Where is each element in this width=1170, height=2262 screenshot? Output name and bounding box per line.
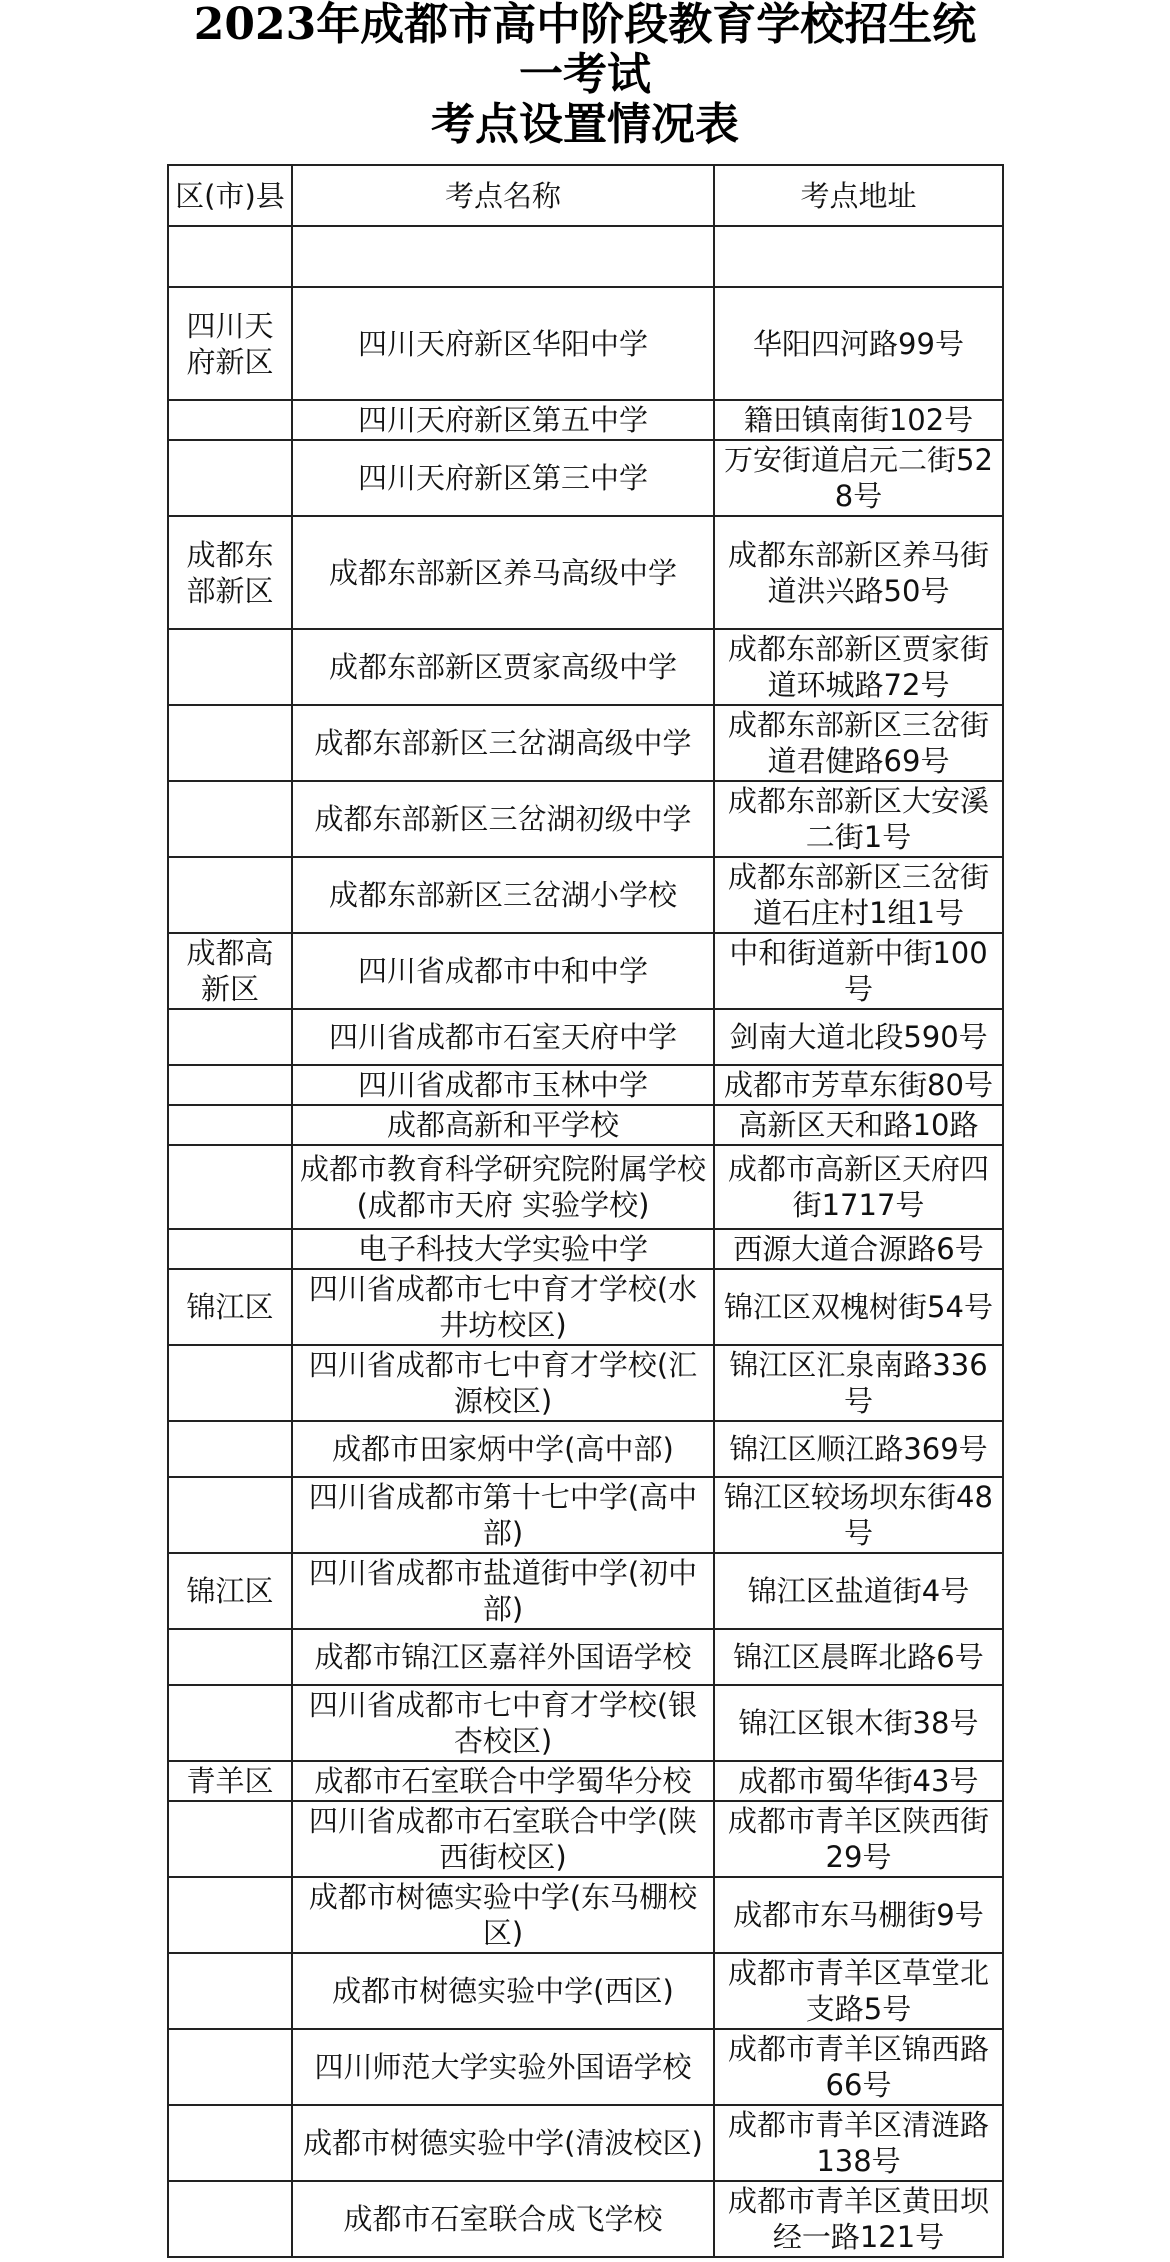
- table-row: [168, 933, 1003, 1009]
- cell-site-address: 成都东部新区大安溪二街1号: [714, 781, 1003, 857]
- cell-site-name: 四川省成都市七中育才学校(汇源校区): [292, 1345, 714, 1421]
- cell-district: 锦江区: [168, 1553, 292, 1629]
- cell-site-name: 成都市石室联合中学蜀华分校: [292, 1761, 714, 1801]
- cell-site-address: 锦江区汇泉南路336号: [714, 1345, 1003, 1421]
- cell-site-address: [714, 226, 1003, 287]
- cell-site-name: 成都市锦江区嘉祥外国语学校: [292, 1629, 714, 1685]
- cell-site-address: 成都东部新区三岔街道石庄村1组1号: [714, 857, 1003, 933]
- table-row: [168, 287, 1003, 400]
- cell-site-address: 锦江区银木街38号: [714, 1685, 1003, 1761]
- cell-site-name: 成都东部新区养马高级中学: [292, 516, 714, 629]
- cell-district: [168, 1229, 292, 1269]
- cell-site-name: 成都市石室联合成飞学校: [292, 2181, 714, 2257]
- column-header-site-name: 考点名称: [292, 165, 714, 226]
- table-row: [168, 1105, 1003, 1145]
- cell-site-address: 成都市青羊区草堂北支路5号: [714, 1953, 1003, 2029]
- cell-site-name: 成都高新和平学校: [292, 1105, 714, 1145]
- cell-site-name: 成都东部新区三岔湖初级中学: [292, 781, 714, 857]
- title-line-3: 考点设置情况表: [431, 99, 739, 150]
- table-row: [168, 1953, 1003, 2029]
- cell-district: [168, 1105, 292, 1145]
- document-title: [0, 0, 1170, 150]
- cell-district: [168, 1477, 292, 1553]
- table-row: [168, 440, 1003, 516]
- cell-district: [168, 1345, 292, 1421]
- table-row: [168, 1553, 1003, 1629]
- table-row: [168, 1345, 1003, 1421]
- cell-site-name: 四川省成都市第十七中学(高中部): [292, 1477, 714, 1553]
- cell-site-name: 电子科技大学实验中学: [292, 1229, 714, 1269]
- table-row: [168, 1009, 1003, 1065]
- cell-site-address: 成都市青羊区黄田坝经一路121号: [714, 2181, 1003, 2257]
- table-row: [168, 2105, 1003, 2181]
- cell-district: [168, 2029, 292, 2105]
- cell-site-name: 成都市树德实验中学(西区): [292, 1953, 714, 2029]
- cell-site-name: 四川省成都市石室联合中学(陕西街校区): [292, 1801, 714, 1877]
- cell-site-address: 成都市蜀华街43号: [714, 1761, 1003, 1801]
- table-row: [168, 857, 1003, 933]
- cell-site-name: 成都市田家炳中学(高中部): [292, 1421, 714, 1477]
- cell-district: [168, 226, 292, 287]
- cell-district: [168, 629, 292, 705]
- cell-site-address: 成都市东马棚街9号: [714, 1877, 1003, 1953]
- cell-site-address: 籍田镇南街102号: [714, 400, 1003, 440]
- cell-district: [168, 781, 292, 857]
- table-row: [168, 400, 1003, 440]
- cell-site-name: 成都东部新区贾家高级中学: [292, 629, 714, 705]
- cell-site-name: 成都东部新区三岔湖高级中学: [292, 705, 714, 781]
- cell-site-address: 华阳四河路99号: [714, 287, 1003, 400]
- cell-site-address: 成都东部新区三岔街道君健路69号: [714, 705, 1003, 781]
- cell-site-name: 四川省成都市玉林中学: [292, 1065, 714, 1105]
- title-line-1: 2023年成都市高中阶段教育学校招生统: [193, 0, 977, 50]
- column-header-district: 区(市)县: [168, 165, 292, 226]
- table-row: [168, 2029, 1003, 2105]
- cell-site-name: 四川省成都市七中育才学校(银杏校区): [292, 1685, 714, 1761]
- table-row: [168, 226, 1003, 287]
- table-row: [168, 629, 1003, 705]
- cell-district: [168, 440, 292, 516]
- table-header-row: [168, 165, 1003, 226]
- title-line-2: 一考试: [519, 49, 651, 100]
- cell-site-name: 四川师范大学实验外国语学校: [292, 2029, 714, 2105]
- cell-site-name: 四川省成都市中和中学: [292, 933, 714, 1009]
- cell-site-address: 锦江区顺江路369号: [714, 1421, 1003, 1477]
- cell-district: [168, 2181, 292, 2257]
- cell-site-address: 成都市青羊区锦西路66号: [714, 2029, 1003, 2105]
- cell-district: 锦江区: [168, 1269, 292, 1345]
- table-row: [168, 1145, 1003, 1229]
- cell-district: [168, 400, 292, 440]
- table-row: [168, 1229, 1003, 1269]
- cell-site-address: 高新区天和路10路: [714, 1105, 1003, 1145]
- table-row: [168, 1761, 1003, 1801]
- table-row: [168, 705, 1003, 781]
- table-row: [168, 781, 1003, 857]
- column-header-site-address: 考点地址: [714, 165, 1003, 226]
- cell-district: 青羊区: [168, 1761, 292, 1801]
- table-body: [168, 226, 1003, 2257]
- cell-site-address: 锦江区盐道街4号: [714, 1553, 1003, 1629]
- cell-district: [168, 1801, 292, 1877]
- cell-site-name: 四川天府新区第五中学: [292, 400, 714, 440]
- cell-site-name: 成都市树德实验中学(清波校区): [292, 2105, 714, 2181]
- table-row: [168, 1269, 1003, 1345]
- cell-site-address: 成都市高新区天府四街1717号: [714, 1145, 1003, 1229]
- exam-site-table: [167, 164, 1004, 2258]
- cell-site-address: 成都市芳草东街80号: [714, 1065, 1003, 1105]
- cell-district: [168, 705, 292, 781]
- table-row: [168, 1629, 1003, 1685]
- cell-site-address: 剑南大道北段590号: [714, 1009, 1003, 1065]
- table-row: [168, 1877, 1003, 1953]
- cell-site-address: 锦江区晨晖北路6号: [714, 1629, 1003, 1685]
- cell-district: [168, 1145, 292, 1229]
- table-row: [168, 2181, 1003, 2257]
- cell-site-address: 中和街道新中街100号: [714, 933, 1003, 1009]
- cell-district: [168, 1953, 292, 2029]
- cell-site-name: 四川省成都市石室天府中学: [292, 1009, 714, 1065]
- cell-site-address: 锦江区较场坝东街48号: [714, 1477, 1003, 1553]
- cell-site-name: 四川天府新区第三中学: [292, 440, 714, 516]
- cell-site-address: 成都市青羊区陕西街29号: [714, 1801, 1003, 1877]
- cell-site-address: 锦江区双槐树街54号: [714, 1269, 1003, 1345]
- cell-district: [168, 1877, 292, 1953]
- cell-site-name: [292, 226, 714, 287]
- table-row: [168, 1065, 1003, 1105]
- table-row: [168, 1421, 1003, 1477]
- cell-district: 成都东部新区: [168, 516, 292, 629]
- table-row: [168, 1685, 1003, 1761]
- cell-site-name: 四川省成都市盐道街中学(初中部): [292, 1553, 714, 1629]
- cell-district: [168, 2105, 292, 2181]
- cell-site-name: 成都市教育科学研究院附属学校(成都市天府 实验学校): [292, 1145, 714, 1229]
- cell-site-address: 西源大道合源路6号: [714, 1229, 1003, 1269]
- cell-site-address: 成都东部新区养马街道洪兴路50号: [714, 516, 1003, 629]
- cell-district: [168, 1629, 292, 1685]
- cell-district: 四川天府新区: [168, 287, 292, 400]
- cell-site-name: 成都市树德实验中学(东马棚校区): [292, 1877, 714, 1953]
- cell-district: [168, 1685, 292, 1761]
- cell-district: [168, 1009, 292, 1065]
- cell-site-name: 四川天府新区华阳中学: [292, 287, 714, 400]
- cell-site-address: 成都东部新区贾家街道环城路72号: [714, 629, 1003, 705]
- table-row: [168, 1801, 1003, 1877]
- cell-district: [168, 1421, 292, 1477]
- cell-district: 成都高新区: [168, 933, 292, 1009]
- table-row: [168, 1477, 1003, 1553]
- cell-site-name: 成都东部新区三岔湖小学校: [292, 857, 714, 933]
- cell-district: [168, 1065, 292, 1105]
- table-row: [168, 516, 1003, 629]
- cell-site-name: 四川省成都市七中育才学校(水井坊校区): [292, 1269, 714, 1345]
- cell-site-address: 万安街道启元二街528号: [714, 440, 1003, 516]
- cell-district: [168, 857, 292, 933]
- cell-site-address: 成都市青羊区清涟路138号: [714, 2105, 1003, 2181]
